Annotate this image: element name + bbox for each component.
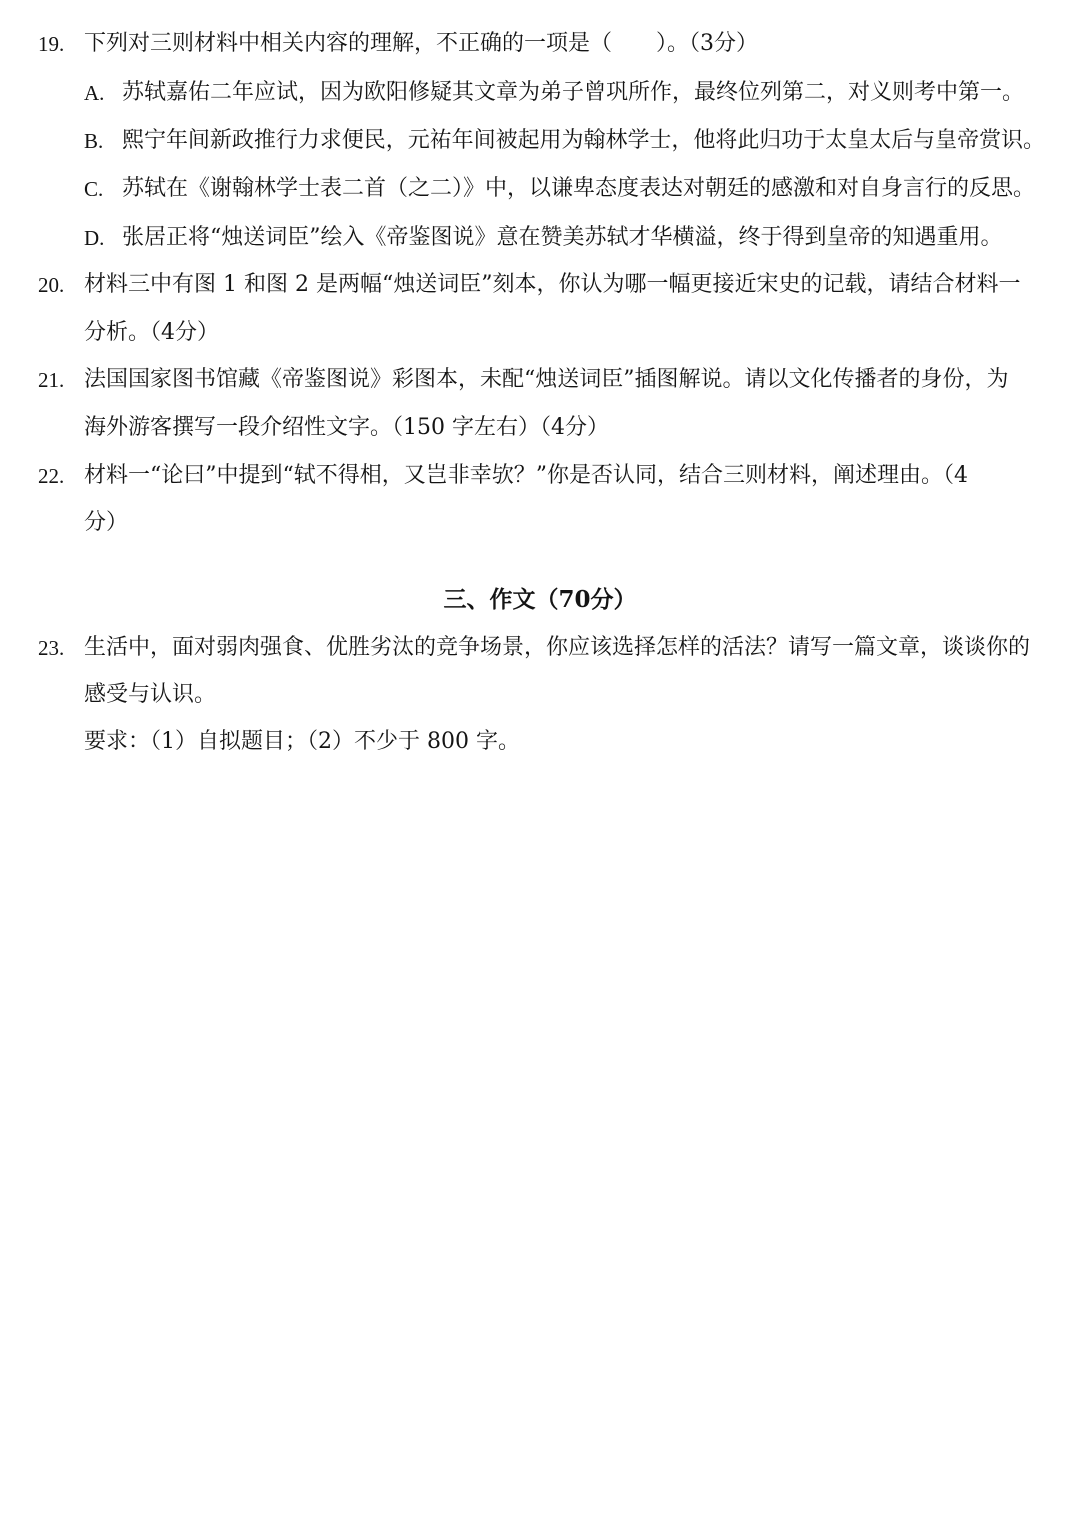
essay-requirement: 要求：（1）自拟题目；（2）不少于 800 字。	[84, 729, 520, 754]
option-d-letter: D.	[84, 226, 105, 250]
option-c-text: 苏轼在《谢翰林学士表二首（之二）》中，以谦卑态度表达对朝廷的感激和对自身言行的反思。	[122, 176, 1036, 201]
question-text-line2: 分析。（4分）	[84, 320, 219, 345]
option-a-letter: A.	[84, 81, 105, 105]
section-title: 三、作文（70分）	[443, 586, 637, 613]
option-d-text: 张居正将“烛送词臣”绘入《帝鉴图说》意在赞美苏轼才华横溢，终于得到皇帝的知遇重用。	[122, 225, 1003, 250]
question-stem: 下列对三则材料中相关内容的理解，不正确的一项是（ ）。（3分）	[84, 31, 758, 56]
question-text-line1: 法国国家图书馆藏《帝鉴图说》彩图本，未配“烛送词臣”插图解说。请以文化传播者的身份，为	[84, 367, 1009, 392]
option-b-letter: B.	[84, 129, 104, 153]
question-number: 21.	[38, 368, 65, 392]
question-text-line1: 生活中，面对弱肉强食、优胜劣汰的竞争场景，你应该选择怎样的活法？请写一篇文章，谈谈你的	[84, 635, 1031, 660]
question-text-line2: 海外游客撰写一段介绍性文字。（150 字左右）（4分）	[84, 415, 609, 440]
question-number: 20.	[38, 273, 65, 297]
question-number: 19.	[38, 32, 65, 56]
question-text-line2: 感受与认识。	[84, 682, 217, 707]
option-b-text: 熙宁年间新政推行力求便民，元祐年间被起用为翰林学士，他将此归功于太皇太后与皇帝赏识。	[122, 128, 1046, 153]
question-number: 22.	[38, 464, 65, 488]
question-text-line1: 材料一“论曰”中提到“轼不得相，又岂非幸欤？”你是否认同，结合三则材料，阐述理由。（4	[84, 463, 968, 488]
question-text-line2: 分）	[84, 510, 129, 535]
option-a-text: 苏轼嘉佑二年应试，因为欧阳修疑其文章为弟子曾巩所作，最终位列第二，对义则考中第一。	[122, 80, 1025, 105]
option-c-letter: C.	[84, 177, 104, 201]
question-number: 23.	[38, 636, 65, 660]
question-text-line1: 材料三中有图 1 和图 2 是两幅“烛送词臣”刻本，你认为哪一幅更接近宋史的记载，请结合材料一	[84, 272, 1021, 297]
